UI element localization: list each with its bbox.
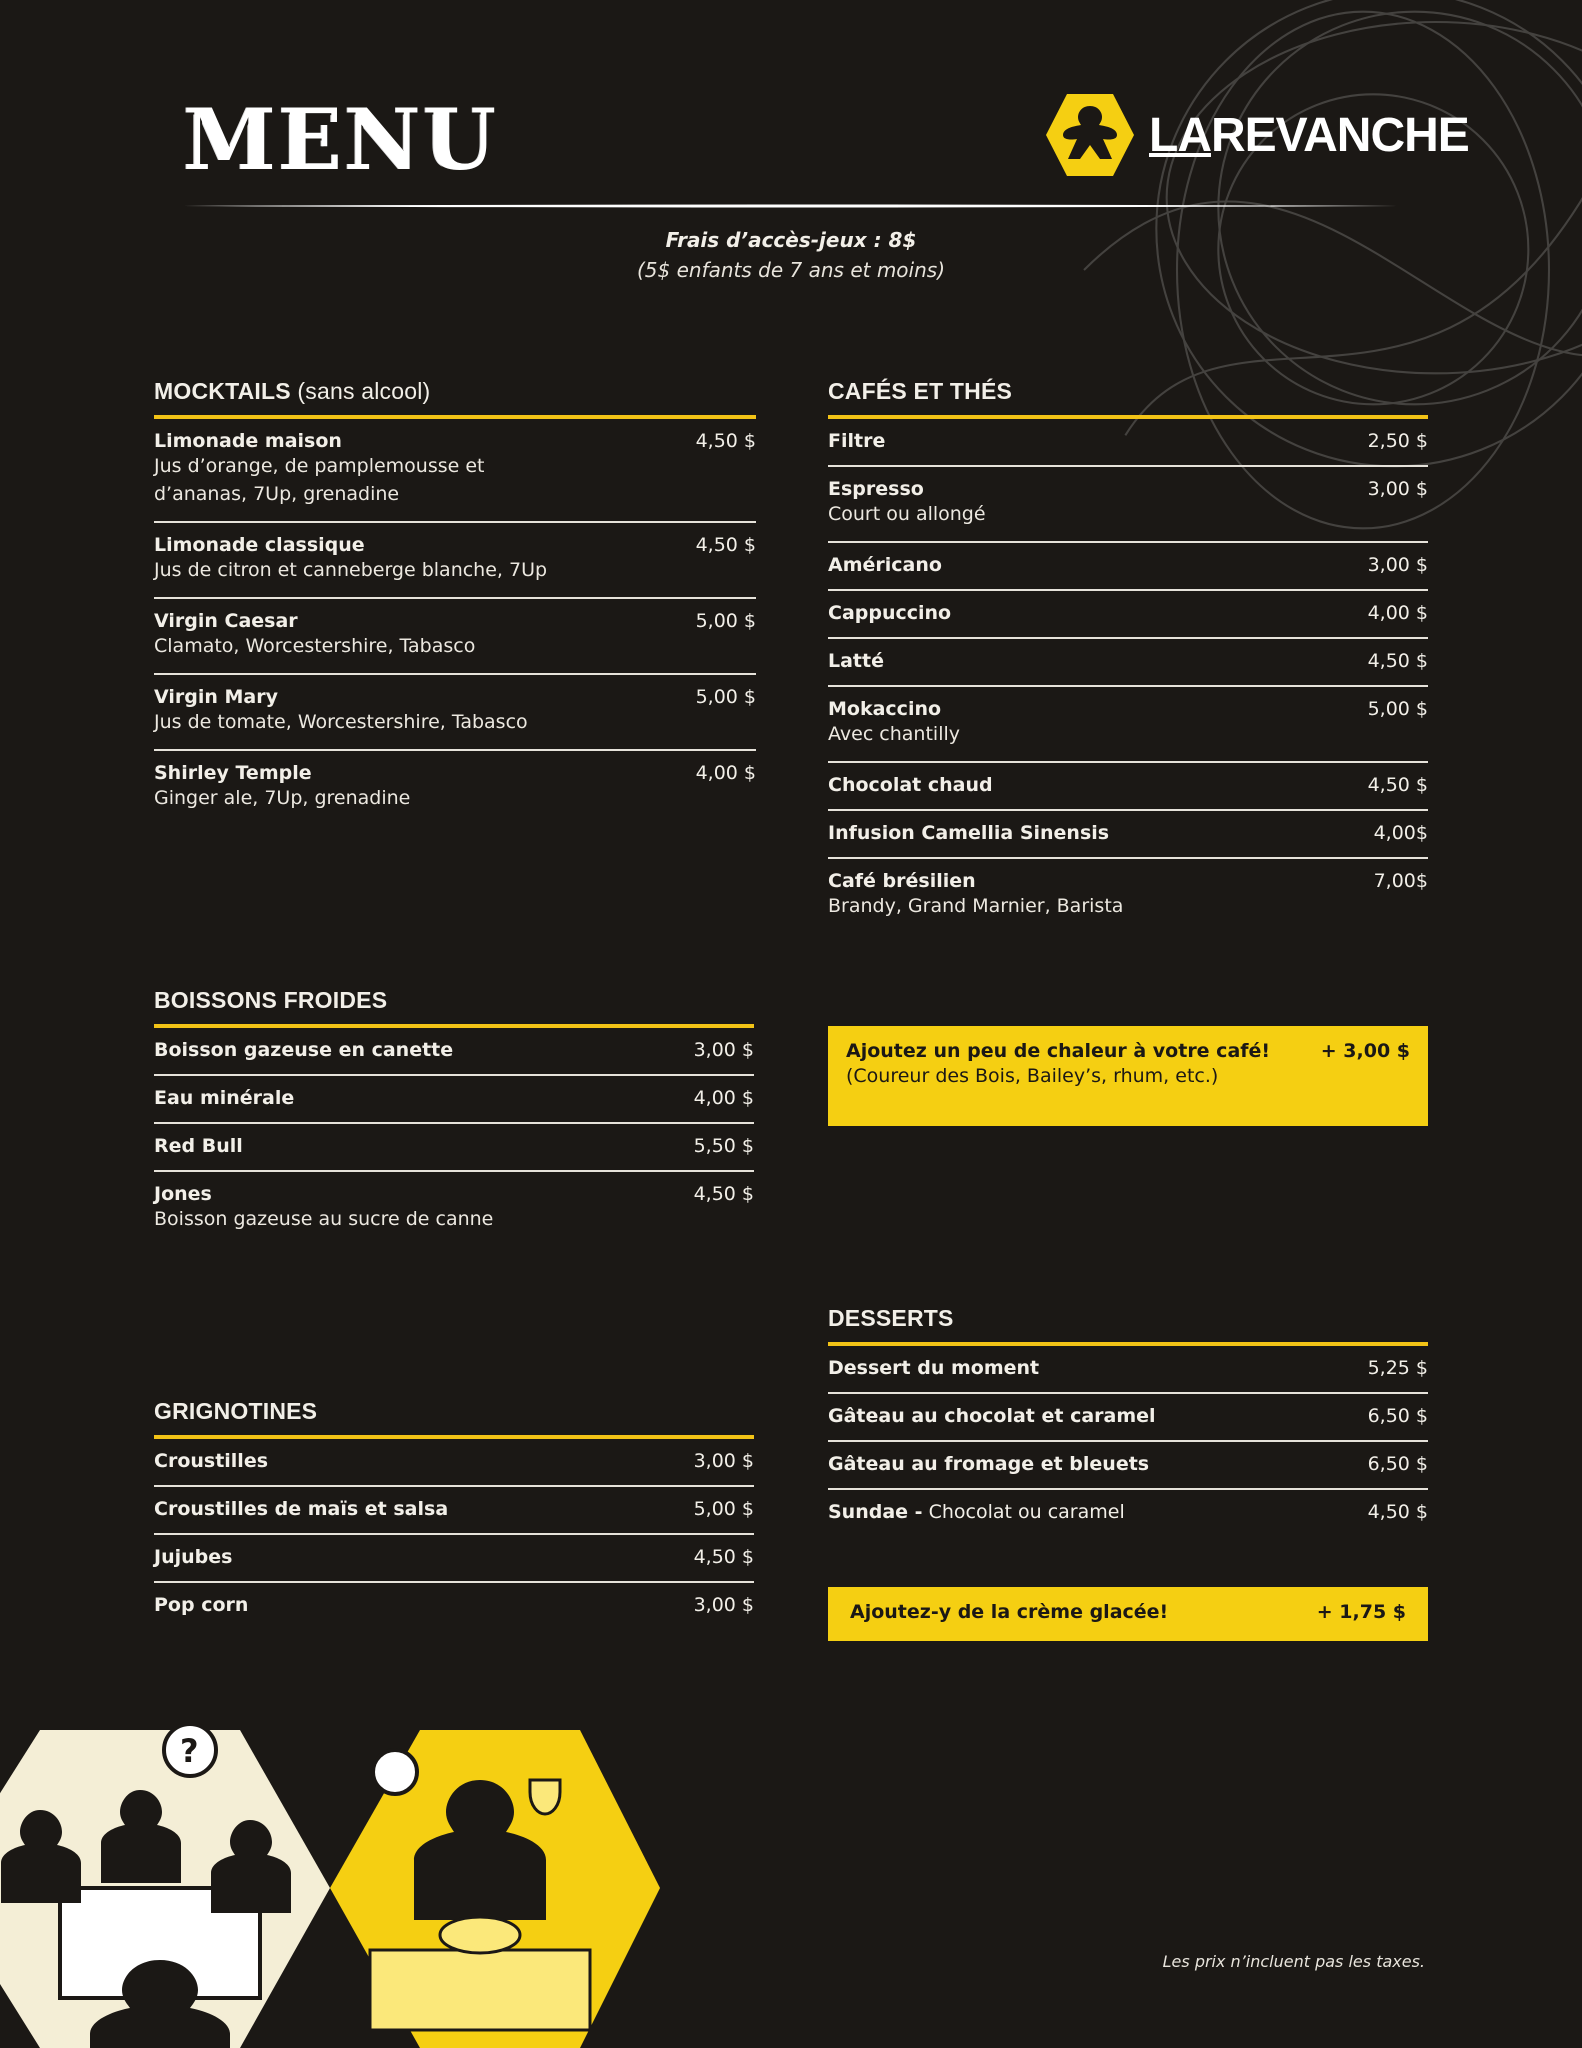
section-boissons-froides: [154, 987, 754, 1246]
section-mocktails: [154, 378, 756, 825]
section-title: MOCKTAILS (sans alcool): [154, 378, 756, 419]
section-grignotines: [154, 1398, 754, 1629]
list-item: Boisson gazeuse en canette 3,00 $: [154, 1028, 754, 1076]
list-item: Virgin Caesar Clamato, Worcestershire, Tabasco 5,00 $: [154, 599, 756, 675]
tax-disclaimer: Les prix n’incluent pas les taxes.: [1162, 1952, 1425, 1971]
list-item: Cappuccino 4,00 $: [828, 591, 1428, 639]
access-fee: Frais d’accès-jeux : 8$: [665, 228, 917, 252]
access-fee-block: [0, 228, 1582, 282]
list-item: Eau minérale 4,00 $: [154, 1076, 754, 1124]
list-item: Red Bull 5,50 $: [154, 1124, 754, 1172]
list-item: Américano 3,00 $: [828, 543, 1428, 591]
logo-prefix: LA: [1149, 108, 1211, 162]
list-item: Croustilles de maïs et salsa 5,00 $: [154, 1487, 754, 1535]
list-item: Infusion Camellia Sinensis 4,00$: [828, 811, 1428, 859]
meeple-logo-icon: [1045, 92, 1135, 178]
section-title: DESSERTS: [828, 1305, 1428, 1346]
list-item: Filtre 2,50 $: [828, 419, 1428, 467]
logo-name: REVANCHE: [1210, 108, 1469, 162]
title-divider: [183, 203, 1400, 209]
list-item: Croustilles 3,00 $: [154, 1439, 754, 1487]
svg-text:?: ?: [180, 1732, 199, 1770]
list-item: Jujubes 4,50 $: [154, 1535, 754, 1583]
list-item: Latté 4,50 $: [828, 639, 1428, 687]
section-desserts: [828, 1305, 1428, 1536]
meeple-illustration: [0, 1720, 660, 2048]
list-item: Pop corn 3,00 $: [154, 1594, 754, 1616]
list-item: Espresso Court ou allongé 3,00 $: [828, 467, 1428, 543]
list-item: Jones Boisson gazeuse au sucre de canne 4,50 $: [154, 1183, 754, 1230]
access-fee-kids: (5$ enfants de 7 ans et moins): [636, 258, 945, 282]
logo: [1045, 90, 1469, 180]
list-item: Limonade maison Jus d’orange, de pamplemousse et d’ananas, 7Up, grenadine 4,50 $: [154, 419, 756, 523]
list-item: Shirley Temple Ginger ale, 7Up, grenadine 4,00 $: [154, 762, 756, 809]
coffee-addon-callout: Ajoutez un peu de chaleur à votre café! (Coureur des Bois, Bailey’s, rhum, etc.) + 3,00 $: [828, 1026, 1428, 1126]
list-item: Limonade classique Jus de citron et canneberge blanche, 7Up 4,50 $: [154, 523, 756, 599]
icecream-addon-callout: Ajoutez-y de la crème glacée! + 1,75 $: [828, 1587, 1428, 1641]
list-item: Virgin Mary Jus de tomate, Worcestershire, Tabasco 5,00 $: [154, 675, 756, 751]
list-item: Dessert du moment 5,25 $: [828, 1346, 1428, 1394]
page-title: MENU: [183, 90, 499, 189]
list-item: Gâteau au chocolat et caramel 6,50 $: [828, 1394, 1428, 1442]
section-title: BOISSONS FROIDES: [154, 987, 754, 1028]
section-note: (sans alcool): [297, 378, 431, 404]
logo-text: [1149, 108, 1469, 163]
section-cafes: [828, 378, 1428, 933]
section-title: CAFÉS ET THÉS: [828, 378, 1428, 419]
list-item: Gâteau au fromage et bleuets 6,50 $: [828, 1442, 1428, 1490]
list-item: Sundae - Chocolat ou caramel 4,50 $: [828, 1501, 1428, 1523]
list-item: Chocolat chaud 4,50 $: [828, 763, 1428, 811]
list-item: Café brésilien Brandy, Grand Marnier, Barista 7,00$: [828, 870, 1428, 917]
section-title: GRIGNOTINES: [154, 1398, 754, 1439]
list-item: Mokaccino Avec chantilly 5,00 $: [828, 687, 1428, 763]
